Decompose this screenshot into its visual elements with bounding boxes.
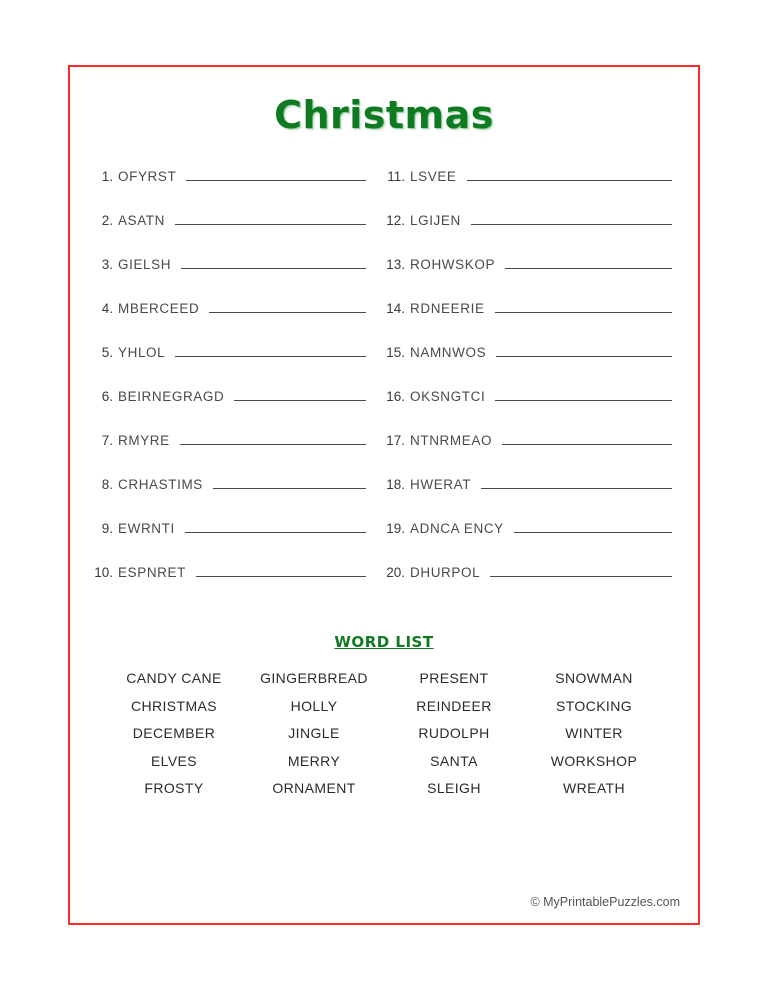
item-number: 6. [101,389,113,404]
list-item [384,167,676,211]
word-item: REINDEER [416,697,492,714]
scrambled-word: ASATN [118,213,166,228]
answer-blank[interactable] [467,167,672,181]
word-item: SNOWMAN [555,670,633,686]
word-list-title: WORD LIST [334,633,434,651]
answer-blank[interactable] [181,255,366,269]
scrambled-word: EWRNTI [118,521,175,536]
word-item: ELVES [150,752,198,769]
item-number: 14. [386,301,405,316]
scrambled-word: ADNCA ENCY [410,521,504,536]
scrambled-word: RMYRE [118,433,170,448]
item-number: 3. [101,257,113,272]
worksheet-page [68,65,700,925]
answer-blank[interactable] [180,431,366,445]
item-number: 16. [386,389,405,404]
word-list-column [524,665,664,803]
word-item: SLEIGH [427,780,481,796]
scrambled-word: LSVEE [410,169,457,184]
scrambled-word: RDNEERIE [410,301,485,316]
word-item: CANDY CANE [126,670,222,686]
word-list-column [104,665,244,803]
list-item [92,563,384,607]
answer-blank[interactable] [209,299,366,313]
item-number: 20. [386,565,405,580]
scrambled-word: OKSNGTCI [410,389,486,404]
list-item [92,211,384,255]
item-number: 18. [386,477,405,492]
item-number: 1. [101,169,113,184]
answer-blank[interactable] [186,167,366,181]
scramble-list [70,167,698,607]
scrambled-word: GIELSH [118,257,172,272]
list-item [384,343,676,387]
list-item [92,387,384,431]
word-list-column [384,665,524,803]
scramble-column-left [92,167,384,607]
item-number: 10. [94,565,113,580]
list-item [384,431,676,475]
list-item [92,299,384,343]
item-number: 12. [386,213,405,228]
word-item: ORNAMENT [272,780,356,796]
scrambled-word: OFYRST [118,169,177,184]
answer-blank[interactable] [495,387,672,401]
list-item [384,387,676,431]
word-list-column [244,665,384,803]
scrambled-word: NTNRMEAO [410,433,493,448]
answer-blank[interactable] [481,475,672,489]
list-item [92,167,384,211]
list-item [92,343,384,387]
item-number: 4. [101,301,113,316]
word-item: GINGERBREAD [260,670,368,686]
scrambled-word: DHURPOL [410,565,481,580]
item-number: 15. [386,345,405,360]
list-item [384,255,676,299]
answer-blank[interactable] [185,519,366,533]
answer-blank[interactable] [514,519,672,533]
scrambled-word: BEIRNEGRAGD [118,389,225,404]
answer-blank[interactable] [213,475,366,489]
scrambled-word: HWERAT [410,477,472,492]
item-number: 7. [101,433,113,448]
word-item: MERRY [287,752,341,769]
answer-blank[interactable] [175,211,366,225]
list-item [384,211,676,255]
word-item: WORKSHOP [550,752,638,769]
answer-blank[interactable] [471,211,672,225]
word-item: RUDOLPH [418,725,490,741]
word-list-section [70,633,698,803]
item-number: 5. [101,345,113,360]
item-number: 11. [387,169,405,184]
answer-blank[interactable] [175,343,366,357]
list-item [92,431,384,475]
answer-blank[interactable] [505,255,672,269]
word-item: HOLLY [290,697,338,714]
item-number: 2. [101,213,113,228]
list-item [92,255,384,299]
word-item: STOCKING [555,697,633,714]
word-item: WREATH [562,780,626,796]
scrambled-word: LGIJEN [410,213,461,228]
answer-blank[interactable] [495,299,672,313]
scrambled-word: NAMNWOS [410,345,487,360]
scramble-column-right [384,167,676,607]
item-number: 9. [101,521,113,536]
list-item [384,299,676,343]
word-item: SANTA [430,752,478,769]
page-title: Christmas [274,93,494,137]
word-item: JINGLE [288,725,340,741]
scrambled-word: YHLOL [118,345,166,360]
list-item [384,475,676,519]
answer-blank[interactable] [496,343,672,357]
word-item: CHRISTMAS [130,697,218,714]
word-item: DECEMBER [132,725,216,741]
word-item: WINTER [565,725,623,741]
list-item [92,519,384,563]
answer-blank[interactable] [196,563,366,577]
scrambled-word: MBERCEED [118,301,200,316]
item-number: 19. [386,521,405,536]
answer-blank[interactable] [502,431,672,445]
item-number: 13. [386,257,405,272]
scrambled-word: ESPNRET [118,565,186,580]
item-number: 17. [386,433,405,448]
word-item: PRESENT [419,670,489,686]
scrambled-word: CRHASTIMS [118,477,203,492]
list-item [92,475,384,519]
answer-blank[interactable] [234,387,366,401]
list-item [384,563,676,607]
item-number: 8. [101,477,113,492]
credit-line: © MyPrintablePuzzles.com [530,895,680,909]
word-list-columns [70,665,698,803]
list-item [384,519,676,563]
word-item: FROSTY [144,780,204,796]
answer-blank[interactable] [490,563,672,577]
scrambled-word: ROHWSKOP [410,257,496,272]
